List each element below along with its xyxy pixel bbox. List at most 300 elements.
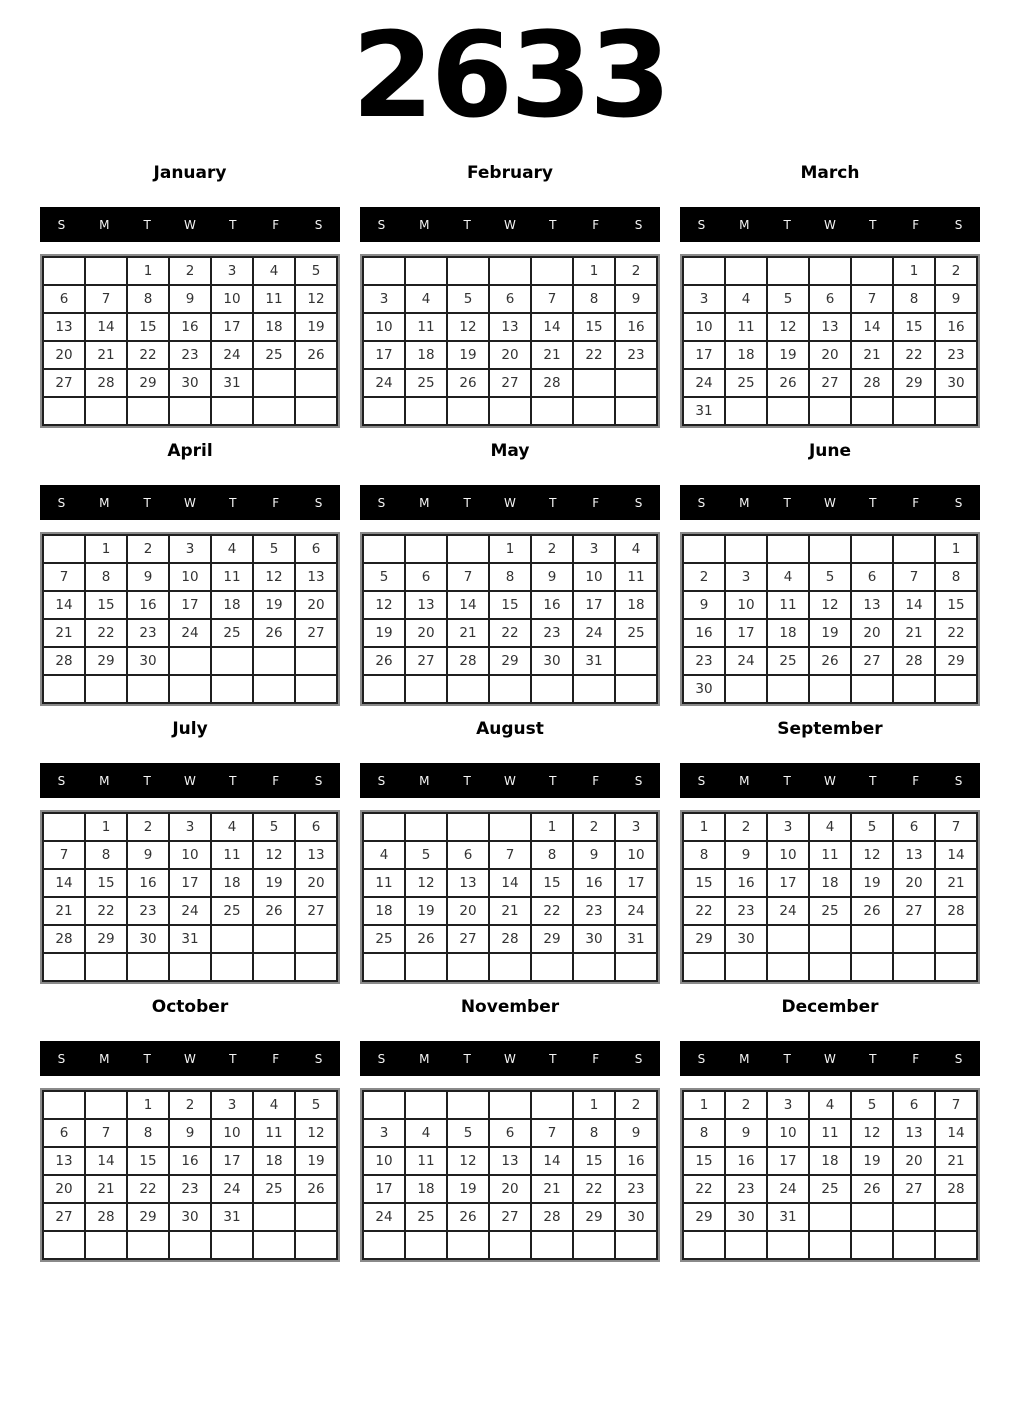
date-cell: 19 <box>363 619 405 647</box>
date-cell: 22 <box>573 1175 615 1203</box>
weekday-letter: S <box>697 773 706 788</box>
date-cell: 11 <box>253 285 295 313</box>
weekday-letter: S <box>634 495 643 510</box>
date-cell: 20 <box>43 1175 85 1203</box>
weekday-header-band <box>360 485 660 520</box>
date-cell: 2 <box>169 1091 211 1119</box>
empty-cell <box>489 1091 531 1119</box>
month-grid-frame <box>680 532 980 706</box>
date-cell: 9 <box>615 1119 657 1147</box>
empty-cell <box>893 953 935 981</box>
date-cell: 18 <box>767 619 809 647</box>
date-cell: 4 <box>809 1091 851 1119</box>
weekday-header-band <box>680 1041 980 1076</box>
week-row <box>683 1119 977 1147</box>
date-cell: 10 <box>363 313 405 341</box>
date-cell: 24 <box>767 897 809 925</box>
date-cell: 13 <box>43 313 85 341</box>
empty-cell <box>253 1203 295 1231</box>
date-cell: 14 <box>43 869 85 897</box>
empty-cell <box>893 675 935 703</box>
date-cell: 19 <box>447 1175 489 1203</box>
week-row <box>363 1231 657 1259</box>
empty-cell <box>363 1091 405 1119</box>
date-cell: 10 <box>615 841 657 869</box>
empty-cell <box>809 675 851 703</box>
week-row <box>683 1231 977 1259</box>
empty-cell <box>615 953 657 981</box>
empty-cell <box>725 257 767 285</box>
weekday-letter: T <box>783 495 791 510</box>
weekday-letter: T <box>783 773 791 788</box>
date-cell: 8 <box>127 1119 169 1147</box>
weekday-letter: T <box>549 495 557 510</box>
date-cell: 29 <box>85 925 127 953</box>
weekday-letter: F <box>592 1051 600 1066</box>
weekday-letter: F <box>912 1051 920 1066</box>
date-cell: 31 <box>767 1203 809 1231</box>
weekday-letter: W <box>184 773 196 788</box>
date-cell: 12 <box>295 1119 337 1147</box>
date-grid <box>682 1090 978 1260</box>
empty-cell <box>573 953 615 981</box>
date-cell: 5 <box>447 285 489 313</box>
empty-cell <box>211 953 253 981</box>
date-grid <box>362 256 658 426</box>
date-cell: 20 <box>489 1175 531 1203</box>
date-cell: 4 <box>253 1091 295 1119</box>
weekday-letter: W <box>824 495 836 510</box>
date-cell: 7 <box>935 1091 977 1119</box>
date-cell: 9 <box>169 1119 211 1147</box>
date-cell: 5 <box>809 563 851 591</box>
year-title: 2633 <box>351 6 669 144</box>
empty-cell <box>531 257 573 285</box>
date-grid <box>42 534 338 704</box>
week-row <box>683 1175 977 1203</box>
date-cell: 16 <box>531 591 573 619</box>
date-cell: 9 <box>127 841 169 869</box>
weekday-letter: M <box>99 773 110 788</box>
date-cell: 27 <box>489 369 531 397</box>
date-cell: 17 <box>573 591 615 619</box>
empty-cell <box>851 925 893 953</box>
week-row <box>683 1203 977 1231</box>
weekday-letter: F <box>912 773 920 788</box>
month-grid-frame <box>360 254 660 428</box>
month-grid-frame <box>360 1088 660 1262</box>
weekday-letter: M <box>419 1051 430 1066</box>
date-cell: 15 <box>127 313 169 341</box>
empty-cell <box>725 953 767 981</box>
week-row <box>683 369 977 397</box>
week-row <box>43 925 337 953</box>
date-cell: 5 <box>253 813 295 841</box>
weekday-letter: T <box>143 773 151 788</box>
empty-cell <box>295 675 337 703</box>
empty-cell <box>615 369 657 397</box>
empty-cell <box>935 1231 977 1259</box>
empty-cell <box>253 925 295 953</box>
month-title: June <box>808 441 852 461</box>
date-cell: 17 <box>211 313 253 341</box>
week-row <box>363 619 657 647</box>
date-cell: 25 <box>253 341 295 369</box>
empty-cell <box>127 1231 169 1259</box>
empty-cell <box>615 1231 657 1259</box>
date-cell: 4 <box>809 813 851 841</box>
date-cell: 21 <box>893 619 935 647</box>
weekday-letter: T <box>229 773 237 788</box>
weekday-letter: T <box>229 495 237 510</box>
week-row <box>363 1091 657 1119</box>
month-title: July <box>172 719 208 739</box>
empty-cell <box>851 1203 893 1231</box>
date-cell: 23 <box>169 1175 211 1203</box>
date-cell: 23 <box>531 619 573 647</box>
date-cell: 24 <box>169 619 211 647</box>
date-cell: 27 <box>447 925 489 953</box>
date-cell: 20 <box>809 341 851 369</box>
weekday-header-band <box>680 763 980 798</box>
empty-cell <box>127 397 169 425</box>
week-row <box>43 897 337 925</box>
date-cell: 27 <box>893 897 935 925</box>
date-cell: 28 <box>851 369 893 397</box>
date-cell: 19 <box>295 1147 337 1175</box>
empty-cell <box>405 257 447 285</box>
weekday-letter: T <box>783 1051 791 1066</box>
date-cell: 12 <box>253 841 295 869</box>
date-cell: 21 <box>531 1175 573 1203</box>
week-row <box>363 535 657 563</box>
week-row <box>363 397 657 425</box>
empty-cell <box>169 397 211 425</box>
weekday-letter: F <box>592 773 600 788</box>
week-row <box>363 1203 657 1231</box>
weekday-letter: F <box>912 217 920 232</box>
weekday-letter: S <box>314 495 323 510</box>
date-cell: 29 <box>127 1203 169 1231</box>
empty-cell <box>809 257 851 285</box>
date-cell: 15 <box>683 1147 725 1175</box>
date-cell: 26 <box>363 647 405 675</box>
date-cell: 8 <box>85 841 127 869</box>
date-cell: 5 <box>447 1119 489 1147</box>
date-cell: 25 <box>767 647 809 675</box>
date-cell: 27 <box>295 619 337 647</box>
week-row <box>43 869 337 897</box>
week-row <box>43 591 337 619</box>
date-cell: 8 <box>531 841 573 869</box>
month-block <box>360 162 660 428</box>
empty-cell <box>615 675 657 703</box>
date-cell: 4 <box>363 841 405 869</box>
date-cell: 27 <box>43 369 85 397</box>
date-cell: 15 <box>893 313 935 341</box>
month-block <box>40 162 340 428</box>
date-cell: 6 <box>851 563 893 591</box>
empty-cell <box>363 397 405 425</box>
date-cell: 30 <box>127 925 169 953</box>
date-cell: 11 <box>405 313 447 341</box>
weekday-letter: F <box>272 495 280 510</box>
empty-cell <box>405 397 447 425</box>
month-grid-frame <box>360 810 660 984</box>
month-block <box>680 440 980 706</box>
month-title: October <box>151 997 229 1017</box>
date-cell: 21 <box>85 341 127 369</box>
date-cell: 5 <box>295 257 337 285</box>
empty-cell <box>767 535 809 563</box>
empty-cell <box>363 1231 405 1259</box>
month-title: May <box>490 441 530 461</box>
week-row <box>683 675 977 703</box>
empty-cell <box>211 1231 253 1259</box>
empty-cell <box>935 397 977 425</box>
date-cell: 31 <box>683 397 725 425</box>
week-row <box>43 1203 337 1231</box>
date-cell: 25 <box>253 1175 295 1203</box>
empty-cell <box>169 1231 211 1259</box>
empty-cell <box>43 813 85 841</box>
weekday-letter: M <box>99 217 110 232</box>
date-cell: 13 <box>295 563 337 591</box>
date-cell: 27 <box>405 647 447 675</box>
weekday-letter: S <box>314 217 323 232</box>
date-cell: 30 <box>531 647 573 675</box>
date-cell: 12 <box>253 563 295 591</box>
week-row <box>683 897 977 925</box>
date-cell: 26 <box>295 341 337 369</box>
date-cell: 15 <box>573 1147 615 1175</box>
date-grid <box>682 534 978 704</box>
date-cell: 21 <box>851 341 893 369</box>
weekday-letter: M <box>419 773 430 788</box>
date-cell: 8 <box>683 1119 725 1147</box>
date-cell: 21 <box>489 897 531 925</box>
empty-cell <box>405 1091 447 1119</box>
week-row <box>43 1147 337 1175</box>
date-cell: 19 <box>851 1147 893 1175</box>
date-cell: 13 <box>893 1119 935 1147</box>
date-cell: 26 <box>809 647 851 675</box>
week-row <box>683 591 977 619</box>
date-cell: 16 <box>169 1147 211 1175</box>
empty-cell <box>851 675 893 703</box>
empty-cell <box>295 925 337 953</box>
date-cell: 27 <box>295 897 337 925</box>
date-cell: 21 <box>85 1175 127 1203</box>
week-row <box>683 841 977 869</box>
empty-cell <box>531 953 573 981</box>
empty-cell <box>615 647 657 675</box>
date-cell: 7 <box>85 1119 127 1147</box>
date-cell: 7 <box>893 563 935 591</box>
empty-cell <box>683 1231 725 1259</box>
date-cell: 13 <box>447 869 489 897</box>
weekday-letter: F <box>272 1051 280 1066</box>
date-cell: 28 <box>85 1203 127 1231</box>
date-cell: 20 <box>295 591 337 619</box>
empty-cell <box>531 675 573 703</box>
date-cell: 3 <box>615 813 657 841</box>
date-cell: 27 <box>893 1175 935 1203</box>
empty-cell <box>809 1203 851 1231</box>
date-cell: 18 <box>405 341 447 369</box>
date-cell: 10 <box>573 563 615 591</box>
week-row <box>683 953 977 981</box>
date-cell: 29 <box>85 647 127 675</box>
date-cell: 30 <box>683 675 725 703</box>
weekday-letter: T <box>549 1051 557 1066</box>
empty-cell <box>253 1231 295 1259</box>
date-cell: 10 <box>767 1119 809 1147</box>
week-row <box>43 675 337 703</box>
empty-cell <box>447 257 489 285</box>
weekday-letter: T <box>463 495 471 510</box>
empty-cell <box>893 1231 935 1259</box>
date-cell: 15 <box>127 1147 169 1175</box>
date-cell: 17 <box>211 1147 253 1175</box>
date-cell: 11 <box>253 1119 295 1147</box>
date-cell: 27 <box>851 647 893 675</box>
empty-cell <box>573 369 615 397</box>
weekday-letter: S <box>377 773 386 788</box>
weekday-letter: S <box>57 773 66 788</box>
empty-cell <box>767 397 809 425</box>
date-cell: 28 <box>531 1203 573 1231</box>
date-cell: 25 <box>211 897 253 925</box>
empty-cell <box>489 1231 531 1259</box>
date-cell: 21 <box>43 897 85 925</box>
date-cell: 4 <box>253 257 295 285</box>
date-cell: 7 <box>935 813 977 841</box>
weekday-letter: S <box>314 1051 323 1066</box>
date-cell: 13 <box>809 313 851 341</box>
weekday-letter: M <box>739 1051 750 1066</box>
weekday-letter: M <box>739 217 750 232</box>
empty-cell <box>295 1231 337 1259</box>
month-grid-frame <box>40 1088 340 1262</box>
empty-cell <box>935 925 977 953</box>
month-block <box>680 162 980 428</box>
date-cell: 1 <box>489 535 531 563</box>
week-row <box>43 535 337 563</box>
week-row <box>43 1119 337 1147</box>
date-cell: 13 <box>43 1147 85 1175</box>
week-row <box>683 813 977 841</box>
date-cell: 15 <box>85 869 127 897</box>
weekday-letter: F <box>592 217 600 232</box>
date-cell: 23 <box>935 341 977 369</box>
date-cell: 11 <box>363 869 405 897</box>
week-row <box>363 647 657 675</box>
date-cell: 11 <box>767 591 809 619</box>
date-cell: 3 <box>169 535 211 563</box>
empty-cell <box>43 397 85 425</box>
date-cell: 24 <box>169 897 211 925</box>
week-row <box>363 1119 657 1147</box>
date-cell: 15 <box>935 591 977 619</box>
date-cell: 6 <box>295 535 337 563</box>
empty-cell <box>725 675 767 703</box>
empty-cell <box>809 1231 851 1259</box>
date-cell: 20 <box>489 341 531 369</box>
week-row <box>683 925 977 953</box>
empty-cell <box>531 1091 573 1119</box>
date-cell: 16 <box>615 1147 657 1175</box>
date-cell: 10 <box>169 841 211 869</box>
date-cell: 14 <box>531 1147 573 1175</box>
date-cell: 16 <box>935 313 977 341</box>
date-cell: 13 <box>851 591 893 619</box>
date-cell: 6 <box>405 563 447 591</box>
date-cell: 9 <box>531 563 573 591</box>
date-cell: 26 <box>405 925 447 953</box>
weekday-letter: S <box>634 217 643 232</box>
date-cell: 5 <box>295 1091 337 1119</box>
date-cell: 3 <box>725 563 767 591</box>
date-cell: 3 <box>363 1119 405 1147</box>
month-block <box>360 996 660 1262</box>
weekday-letter: F <box>272 773 280 788</box>
date-cell: 10 <box>211 285 253 313</box>
date-cell: 9 <box>725 841 767 869</box>
empty-cell <box>169 953 211 981</box>
empty-cell <box>253 647 295 675</box>
empty-cell <box>405 813 447 841</box>
empty-cell <box>43 1091 85 1119</box>
date-cell: 2 <box>127 813 169 841</box>
date-cell: 1 <box>683 1091 725 1119</box>
weekday-letter: T <box>869 1051 877 1066</box>
empty-cell <box>767 675 809 703</box>
empty-cell <box>809 535 851 563</box>
date-cell: 11 <box>725 313 767 341</box>
empty-cell <box>725 535 767 563</box>
date-cell: 30 <box>935 369 977 397</box>
date-cell: 13 <box>295 841 337 869</box>
date-cell: 29 <box>683 925 725 953</box>
weekday-header-band <box>40 763 340 798</box>
date-cell: 26 <box>253 897 295 925</box>
empty-cell <box>851 257 893 285</box>
empty-cell <box>85 1091 127 1119</box>
date-cell: 10 <box>169 563 211 591</box>
date-cell: 16 <box>127 869 169 897</box>
date-cell: 26 <box>295 1175 337 1203</box>
weekday-letter: T <box>143 495 151 510</box>
weekday-letter: M <box>739 773 750 788</box>
empty-cell <box>851 953 893 981</box>
date-cell: 1 <box>127 1091 169 1119</box>
weekday-letter: M <box>419 495 430 510</box>
date-cell: 12 <box>851 841 893 869</box>
date-cell: 7 <box>531 1119 573 1147</box>
week-row <box>363 257 657 285</box>
week-row <box>683 869 977 897</box>
date-cell: 21 <box>43 619 85 647</box>
date-cell: 6 <box>43 1119 85 1147</box>
date-cell: 7 <box>43 563 85 591</box>
date-cell: 12 <box>447 1147 489 1175</box>
date-cell: 25 <box>211 619 253 647</box>
date-grid <box>42 256 338 426</box>
empty-cell <box>447 813 489 841</box>
date-cell: 25 <box>809 1175 851 1203</box>
empty-cell <box>615 397 657 425</box>
